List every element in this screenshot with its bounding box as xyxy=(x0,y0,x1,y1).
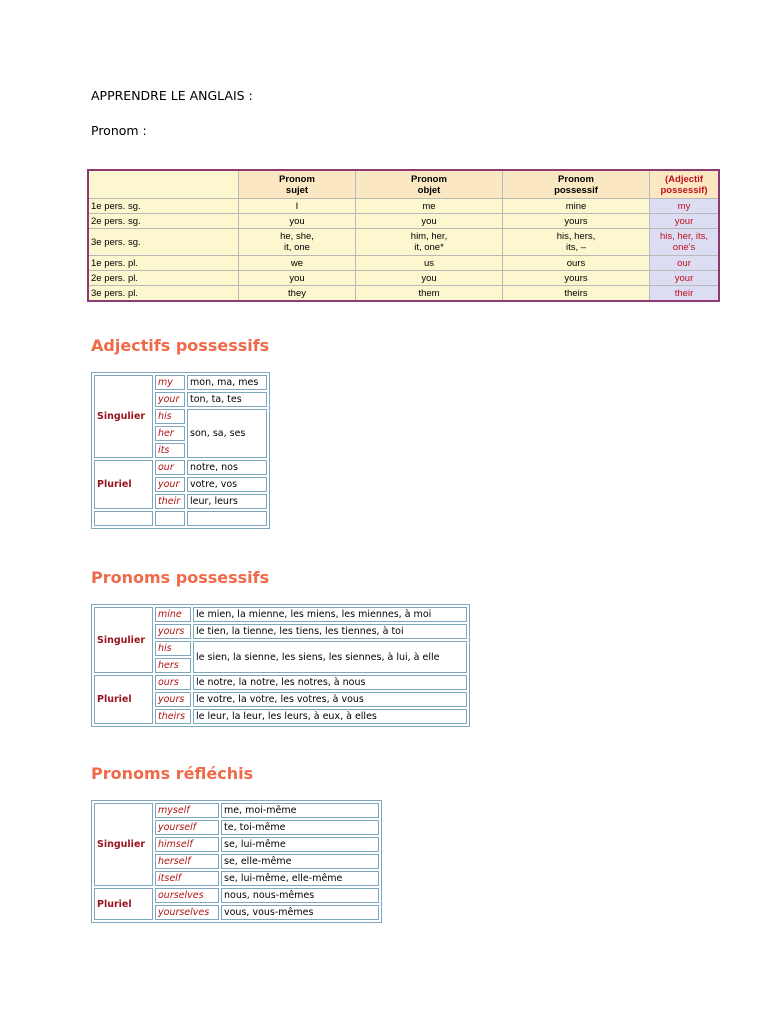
table-row xyxy=(94,460,267,475)
pronoun-table-header xyxy=(88,170,719,199)
pronoun-cell-line: them xyxy=(418,287,440,299)
pronoun-cell-line: it, one xyxy=(284,242,310,253)
english-word: yourself xyxy=(155,820,219,835)
french-translation: le mien, la mienne, les miens, les miennes, à moi xyxy=(193,607,467,622)
english-word: herself xyxy=(155,854,219,869)
pronoun-table-row xyxy=(88,214,719,229)
group-label-pluriel: Pluriel xyxy=(94,675,153,724)
pronoun-cell xyxy=(356,229,503,256)
pronoun-cell xyxy=(239,271,356,286)
english-word: ours xyxy=(155,675,191,690)
french-translation: leur, leurs xyxy=(187,494,267,509)
section-heading-pronoms-reflechis: Pronoms réfléchis xyxy=(91,764,254,783)
table-row xyxy=(94,607,467,622)
row-label: 2e pers. sg. xyxy=(88,214,239,229)
pronoun-cell xyxy=(239,256,356,271)
pronoun-table-row xyxy=(88,229,719,256)
pronoun-cell-line: we xyxy=(290,257,304,269)
english-word: her xyxy=(155,426,185,441)
french-translation: se, elle-même xyxy=(221,854,379,869)
pronoun-cell-line: mine xyxy=(565,200,587,212)
pronoun-cell xyxy=(356,199,503,214)
pronoun-cell-line: you xyxy=(421,272,437,284)
english-word: your xyxy=(155,477,185,492)
french-translation: le tien, la tienne, les tiens, les tiennes, à toi xyxy=(193,624,467,639)
pronoun-cell xyxy=(356,214,503,229)
table-row xyxy=(94,803,379,818)
pronoun-cell-line: him, her, xyxy=(410,231,448,242)
document-subtitle: Pronom : xyxy=(91,123,147,138)
pronoun-table-row xyxy=(88,256,719,271)
english-word: my xyxy=(155,375,185,390)
pronoun-cell-line: his, her, its, xyxy=(659,231,709,242)
pronoun-cell-line: our xyxy=(677,257,691,269)
pronoun-cell xyxy=(503,256,650,271)
group-label-singulier: Singulier xyxy=(94,607,153,673)
pronoms-possessifs-table xyxy=(91,604,470,727)
pronoun-cell-line: your xyxy=(674,215,694,227)
header-cell-subject: Pronom sujet xyxy=(239,170,356,199)
french-translation: le sien, la sienne, les siens, les siennes, à lui, à elle xyxy=(193,641,467,673)
pronoun-table-row xyxy=(88,271,719,286)
english-word: their xyxy=(155,494,185,509)
empty-cell xyxy=(187,511,267,526)
pronoun-cell xyxy=(650,256,720,271)
french-translation: notre, nos xyxy=(187,460,267,475)
pronoun-cell-line: one's xyxy=(672,242,696,253)
english-word: hers xyxy=(155,658,191,673)
pronoun-cell-line: its, – xyxy=(565,242,587,253)
french-translation: te, toi-même xyxy=(221,820,379,835)
header-cell-possessive: Pronom possessif xyxy=(503,170,650,199)
row-label: 3e pers. pl. xyxy=(88,286,239,302)
french-translation: nous, nous-mêmes xyxy=(221,888,379,903)
pronoun-table-row xyxy=(88,286,719,302)
pronoun-cell xyxy=(650,214,720,229)
french-translation: se, lui-même xyxy=(221,837,379,852)
english-word: yourselves xyxy=(155,905,219,920)
pronoun-cell xyxy=(503,229,650,256)
pronoun-cell-line: your xyxy=(674,272,694,284)
pronoun-cell-line: his, hers, xyxy=(556,231,596,242)
french-translation: votre, vos xyxy=(187,477,267,492)
empty-cell xyxy=(155,511,185,526)
english-word: yours xyxy=(155,692,191,707)
french-translation: me, moi-même xyxy=(221,803,379,818)
pronoun-cell xyxy=(503,271,650,286)
pronoun-cell xyxy=(503,199,650,214)
english-word: theirs xyxy=(155,709,191,724)
pronoun-cell xyxy=(239,214,356,229)
empty-row xyxy=(94,511,267,526)
pronoun-table-row xyxy=(88,199,719,214)
english-word: ourselves xyxy=(155,888,219,903)
header-cell-object: Pronom objet xyxy=(356,170,503,199)
row-label: 1e pers. pl. xyxy=(88,256,239,271)
adjectifs-table xyxy=(91,372,270,529)
pronoun-cell xyxy=(239,229,356,256)
row-label: 3e pers. sg. xyxy=(88,229,239,256)
group-label-singulier: Singulier xyxy=(94,375,153,458)
pronoun-table-body xyxy=(88,199,719,302)
pronoun-cell-line: it, one* xyxy=(414,242,444,253)
pronoun-cell xyxy=(650,199,720,214)
pronoun-cell xyxy=(650,286,720,302)
empty-cell xyxy=(94,511,153,526)
pronoun-cell-line: you xyxy=(289,272,305,284)
pronoun-cell-line: yours xyxy=(564,215,588,227)
table-row xyxy=(94,375,267,390)
english-word: mine xyxy=(155,607,191,622)
pronoun-cell-line: theirs xyxy=(564,287,588,299)
french-translation: ton, ta, tes xyxy=(187,392,267,407)
pronoun-cell xyxy=(239,199,356,214)
pronoun-cell-line: their xyxy=(674,287,694,299)
pronoun-cell xyxy=(356,286,503,302)
pronoun-cell xyxy=(239,286,356,302)
pronoun-cell xyxy=(650,229,720,256)
pronoun-cell xyxy=(503,286,650,302)
pronoun-table xyxy=(87,169,720,302)
group-label-pluriel: Pluriel xyxy=(94,460,153,509)
english-word: itself xyxy=(155,871,219,886)
pronoun-cell-line: me xyxy=(422,200,436,212)
english-word: your xyxy=(155,392,185,407)
group-label-singulier: Singulier xyxy=(94,803,153,886)
pronoun-cell xyxy=(503,214,650,229)
pronoun-cell-line: us xyxy=(423,257,435,269)
pronoms-reflechis-table xyxy=(91,800,382,923)
french-translation: vous, vous-mêmes xyxy=(221,905,379,920)
section-heading-pronoms-possessifs: Pronoms possessifs xyxy=(91,568,270,587)
header-cell-empty xyxy=(88,170,239,199)
pronoun-cell-line: ours xyxy=(566,257,586,269)
table-row xyxy=(94,888,379,903)
header-cell-possessive-adjective: (Adjectif possessif) xyxy=(650,170,720,199)
pronoun-cell-line: you xyxy=(289,215,305,227)
pronoun-cell-line: you xyxy=(421,215,437,227)
english-word: yours xyxy=(155,624,191,639)
pronoun-cell-line: they xyxy=(288,287,306,299)
english-word: himself xyxy=(155,837,219,852)
french-translation: le notre, la notre, les notres, à nous xyxy=(193,675,467,690)
pronoun-cell-line: I xyxy=(295,200,299,212)
french-translation: son, sa, ses xyxy=(187,409,267,458)
english-word: its xyxy=(155,443,185,458)
pronoun-cell-line: he, she, xyxy=(280,231,314,242)
document-title: APPRENDRE LE ANGLAIS : xyxy=(91,88,253,103)
pronoun-cell-line: my xyxy=(677,200,691,212)
french-translation: le votre, la votre, les votres, à vous xyxy=(193,692,467,707)
french-translation: le leur, la leur, les leurs, à eux, à elles xyxy=(193,709,467,724)
english-word: his xyxy=(155,409,185,424)
row-label: 2e pers. pl. xyxy=(88,271,239,286)
pronoun-cell xyxy=(356,271,503,286)
english-word: his xyxy=(155,641,191,656)
french-translation: se, lui-même, elle-même xyxy=(221,871,379,886)
english-word: myself xyxy=(155,803,219,818)
section-heading-adjectifs: Adjectifs possessifs xyxy=(91,336,270,355)
group-label-pluriel: Pluriel xyxy=(94,888,153,920)
row-label: 1e pers. sg. xyxy=(88,199,239,214)
pronoun-cell-line: yours xyxy=(564,272,588,284)
table-row xyxy=(94,675,467,690)
french-translation: mon, ma, mes xyxy=(187,375,267,390)
pronoun-cell xyxy=(356,256,503,271)
english-word: our xyxy=(155,460,185,475)
pronoun-cell xyxy=(650,271,720,286)
